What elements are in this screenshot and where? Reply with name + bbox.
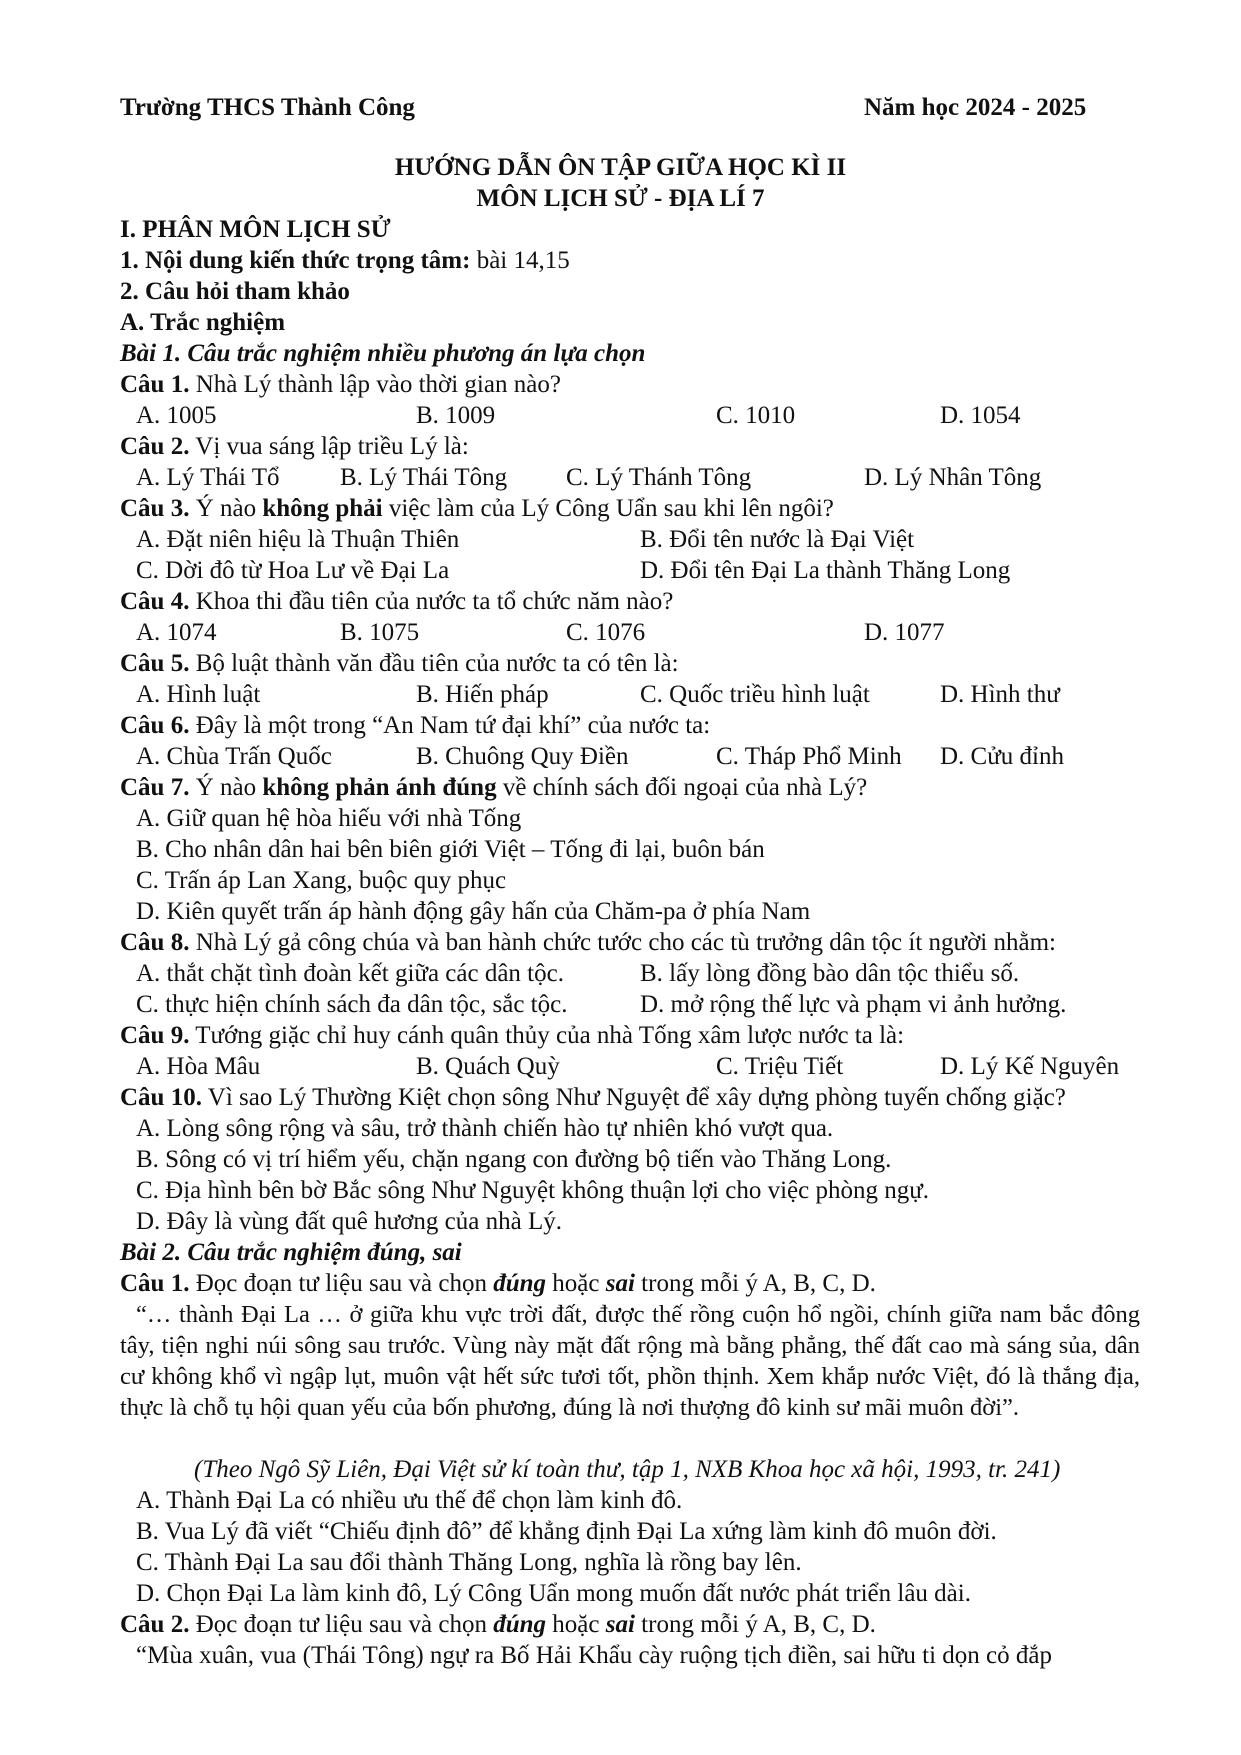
question [120, 772, 867, 803]
question-number: Câu 9. [120, 1022, 190, 1049]
option: B. 1009 [416, 402, 496, 429]
statement: D. Chọn Đại La làm kinh đô, Lý Công Uẩn mong muốn đất nước phát triển lâu dài. [136, 1580, 971, 1607]
question-number: Câu 1. [120, 1270, 190, 1297]
option: D. Đây là vùng đất quê hương của nhà Lý. [136, 1208, 562, 1235]
question-number: Câu 7. [120, 774, 190, 801]
question-text: Đọc đoạn tư liệu sau và chọn [189, 1270, 494, 1297]
option: D. 1077 [864, 619, 945, 646]
option: B. Quách Quỳ [416, 1053, 560, 1080]
option: C. Triệu Tiết [716, 1053, 844, 1080]
question [120, 648, 679, 679]
source-passage: “… thành Đại La … ở giữa khu vực trời đất, được thế rồng cuộn hổ ngồi, chính giữa nam bắc đông tây, tiện nghi núi sông sau trước. Vùng này mặt đất rộng mà bằng phẳng, thế đất cao mà sáng sủa, dân cư không khổ vì ngập lụt, muôn vật hết sức tươi tốt, phồn thịnh. Xem khắp nước Việt, đó là thắng địa, thực là chỗ tụ hội quan yếu của bốn phương, đúng là nơi thượng đô kinh sư mãi muôn đời”. [120, 1301, 1140, 1421]
question-text: việc làm của Lý Công Uẩn sau khi lên ngôi? [382, 495, 834, 522]
option: A. Chùa Trấn Quốc [136, 743, 332, 770]
question-emphasis: đúng [493, 1611, 547, 1638]
question-number: Câu 3. [120, 495, 190, 522]
statement: C. Thành Đại La sau đổi thành Thăng Long, nghĩa là rồng bay lên. [136, 1549, 802, 1576]
option: B. Lý Thái Tông [340, 464, 508, 491]
question-text: Bộ luật thành văn đầu tiên của nước ta có tên là: [189, 650, 679, 677]
option: A. Lòng sông rộng và sâu, trở thành chiến hào tự nhiên khó vượt qua. [136, 1115, 834, 1142]
option: D. 1054 [940, 402, 1021, 429]
option: C. Địa hình bên bờ Bắc sông Như Nguyệt không thuận lợi cho việc phòng ngự. [136, 1177, 930, 1204]
question [120, 431, 469, 462]
option: B. lấy lòng đồng bào dân tộc thiểu số. [640, 960, 1020, 987]
statement: B. Vua Lý đã viết “Chiếu định đô” để khẳng định Đại La xứng làm kinh đô muôn đời. [136, 1518, 997, 1545]
option: A. Đặt niên hiệu là Thuận Thiên [136, 526, 460, 553]
question [120, 1020, 904, 1051]
focus-value: bài 14,15 [470, 247, 570, 274]
option: B. Hiến pháp [416, 681, 549, 708]
question-emphasis: sai [605, 1611, 635, 1638]
question-emphasis: đúng [493, 1270, 547, 1297]
option: C. 1076 [566, 619, 646, 646]
option: C. Tháp Phổ Minh [716, 743, 902, 770]
focus-content [120, 245, 570, 276]
question-text: về chính sách đối ngoại của nhà Lý? [496, 774, 868, 801]
question-number: Câu 6. [120, 712, 190, 739]
question-number: Câu 4. [120, 588, 190, 615]
school-name: Trường THCS Thành Công [120, 94, 415, 121]
option: B. Cho nhân dân hai bên biên giới Việt – Tống đi lại, buôn bán [136, 836, 765, 863]
question-number: Câu 10. [120, 1084, 202, 1111]
focus-label: 1. Nội dung kiến thức trọng tâm: [120, 247, 471, 274]
question-text: hoặc [546, 1270, 606, 1297]
option: C. Quốc triều hình luật [640, 681, 870, 708]
question [120, 710, 710, 741]
question-number: Câu 2. [120, 433, 190, 460]
question-text: Tướng giặc chỉ huy cánh quân thủy của nhà Tống xâm lược nước ta là: [189, 1022, 905, 1049]
question-text: Vì sao Lý Thường Kiệt chọn sông Như Nguyệt để xây dựng phòng tuyến chống giặc? [201, 1084, 1066, 1111]
citation: (Theo Ngô Sỹ Liên, Đại Việt sử kí toàn thư, tập 1, NXB Khoa học xã hội, 1993, tr. 241) [194, 1456, 1061, 1483]
question-text: hoặc [546, 1611, 606, 1638]
option: B. Chuông Quy Điền [416, 743, 629, 770]
question-text: trong mỗi ý A, B, C, D. [634, 1611, 876, 1638]
question [120, 1609, 876, 1640]
question-text: Đây là một trong “An Nam tứ đại khí” của nước ta: [189, 712, 711, 739]
option: D. Đổi tên Đại La thành Thăng Long [640, 557, 1011, 584]
source-passage: “Mùa xuân, vua (Thái Tông) ngự ra Bố Hải Khẩu cày ruộng tịch điền, sai hữu ti dọn cỏ đắp [136, 1642, 1052, 1669]
question [120, 1268, 876, 1299]
option: A. thắt chặt tình đoàn kết giữa các dân tộc. [136, 960, 564, 987]
option: B. Đổi tên nước là Đại Việt [640, 526, 915, 553]
option: C. Dời đô từ Hoa Lư về Đại La [136, 557, 450, 584]
question-number: Câu 2. [120, 1611, 190, 1638]
question-emphasis: không phải [262, 495, 383, 522]
question-number: Câu 5. [120, 650, 190, 677]
option: B. Sông có vị trí hiểm yếu, chặn ngang con đường bộ tiến vào Thăng Long. [136, 1146, 892, 1173]
option: D. mở rộng thế lực và phạm vi ảnh hưởng. [640, 991, 1067, 1018]
option: C. thực hiện chính sách đa dân tộc, sắc tộc. [136, 991, 568, 1018]
question-emphasis: sai [605, 1270, 635, 1297]
multiple-choice-heading: A. Trắc nghiệm [120, 309, 286, 336]
option: B. 1075 [340, 619, 420, 646]
question [120, 369, 561, 400]
question [120, 1082, 1066, 1113]
exercise-1-heading: Bài 1. Câu trắc nghiệm nhiều phương án lựa chọn [120, 340, 646, 367]
question-text: Ý nào [189, 495, 263, 522]
section-heading: I. PHÂN MÔN LỊCH SỬ [120, 216, 391, 243]
question [120, 493, 834, 524]
option: D. Lý Kế Nguyên [940, 1053, 1120, 1080]
option: A. Giữ quan hệ hòa hiếu với nhà Tống [136, 805, 522, 832]
option: C. Lý Thánh Tông [566, 464, 752, 491]
question-number: Câu 1. [120, 371, 190, 398]
option: D. Cửu đỉnh [940, 743, 1064, 770]
option: A. Hòa Mâu [136, 1053, 261, 1080]
question-text: Nhà Lý gả công chúa và ban hành chức tước cho các tù trưởng dân tộc ít người nhằm: [189, 929, 1056, 956]
document-subtitle: MÔN LỊCH SỬ - ĐỊA LÍ 7 [476, 185, 765, 212]
option: C. 1010 [716, 402, 796, 429]
reference-heading: 2. Câu hỏi tham khảo [120, 278, 350, 305]
option: A. Lý Thái Tổ [136, 464, 280, 491]
question [120, 927, 1056, 958]
option: D. Hình thư [940, 681, 1060, 708]
question-number: Câu 8. [120, 929, 190, 956]
option: D. Kiên quyết trấn áp hành động gây hấn của Chăm-pa ở phía Nam [136, 898, 811, 925]
question-text: Đọc đoạn tư liệu sau và chọn [189, 1611, 494, 1638]
exercise-2-heading: Bài 2. Câu trắc nghiệm đúng, sai [120, 1239, 462, 1266]
question-text: Ý nào [189, 774, 263, 801]
option: C. Trấn áp Lan Xang, buộc quy phục [136, 867, 507, 894]
question-text: Khoa thi đầu tiên của nước ta tổ chức năm nào? [189, 588, 674, 615]
question-text: Nhà Lý thành lập vào thời gian nào? [189, 371, 561, 398]
option: A. 1005 [136, 402, 217, 429]
question [120, 586, 673, 617]
question-text: trong mỗi ý A, B, C, D. [634, 1270, 876, 1297]
option: D. Lý Nhân Tông [864, 464, 1042, 491]
question-text: Vị vua sáng lập triều Lý là: [189, 433, 469, 460]
statement: A. Thành Đại La có nhiều ưu thế để chọn làm kinh đô. [136, 1487, 683, 1514]
school-year: Năm học 2024 - 2025 [864, 94, 1087, 121]
option: A. 1074 [136, 619, 217, 646]
document-title: HƯỚNG DẪN ÔN TẬP GIỮA HỌC KÌ II [394, 154, 847, 181]
question-emphasis: không phản ánh đúng [262, 774, 497, 801]
option: A. Hình luật [136, 681, 261, 708]
